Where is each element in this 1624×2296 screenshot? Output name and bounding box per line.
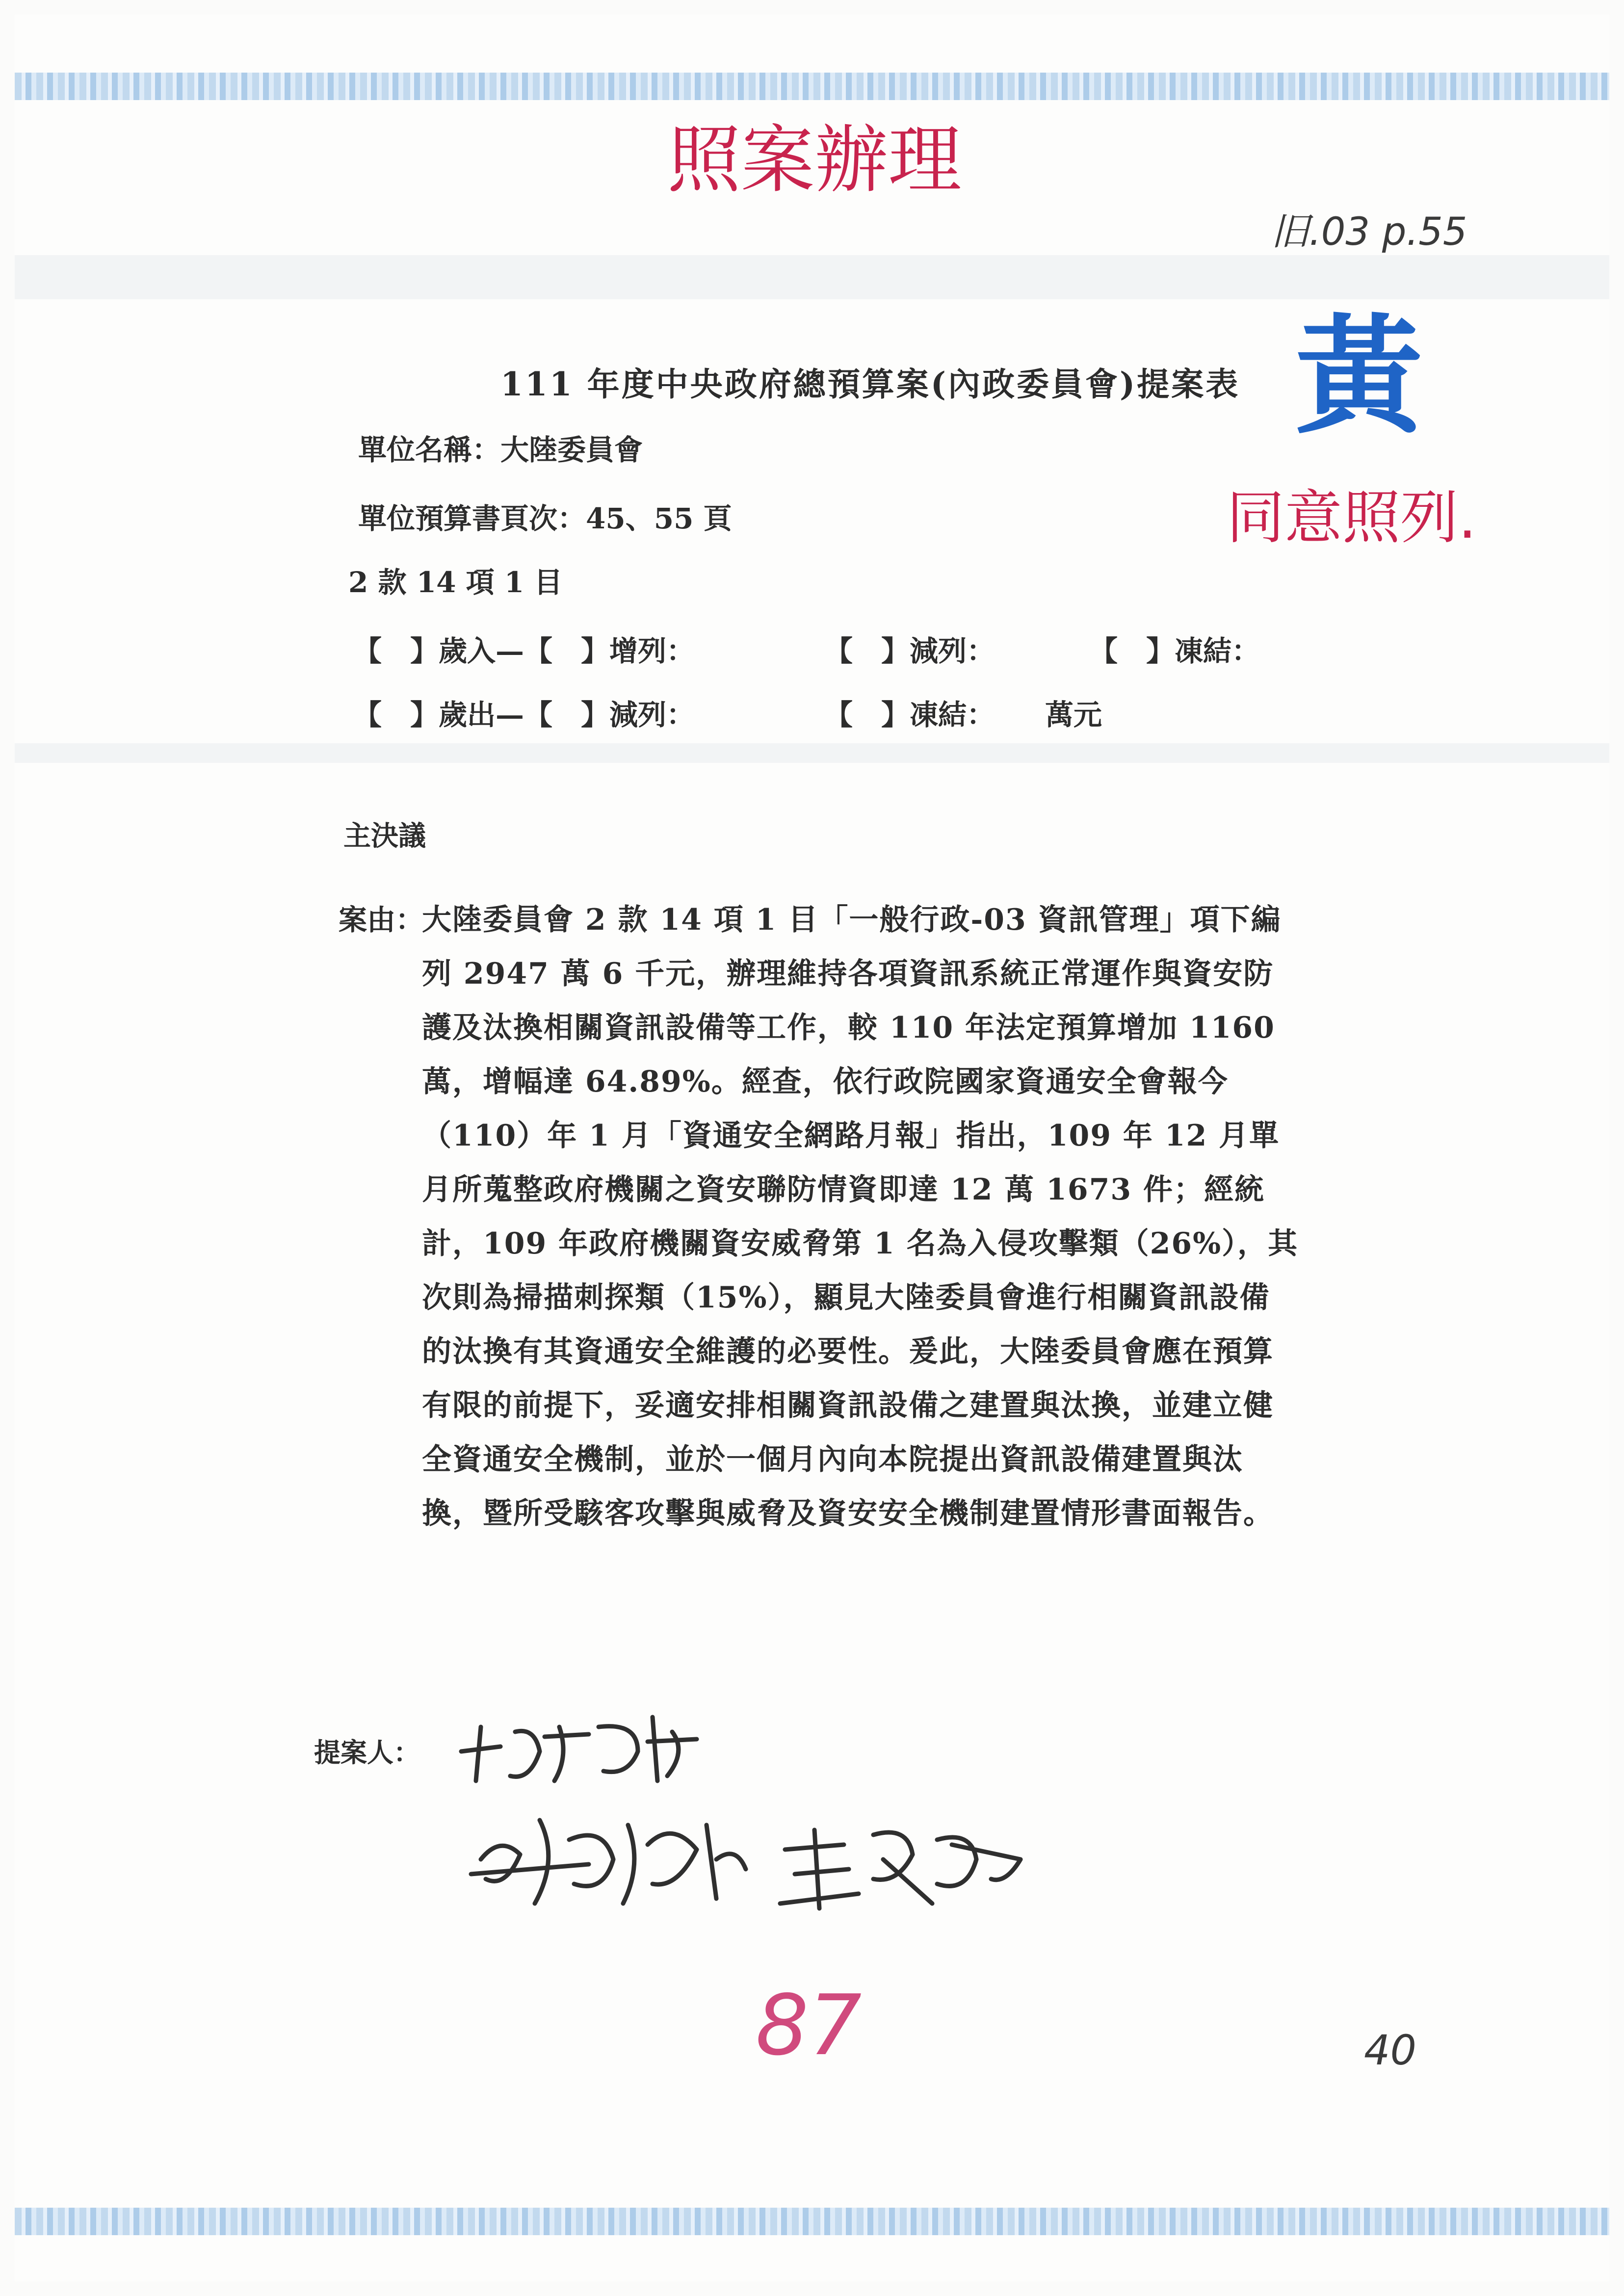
handwritten-blue-mark: 黃	[1295, 303, 1423, 451]
handwritten-approval-note: 照案辦理	[667, 118, 962, 203]
scan-artifact-top	[15, 73, 1609, 100]
revenue-decrease-line: 【 】減列：	[824, 634, 995, 668]
unit-name: 單位名稱：大陸委員會	[358, 433, 643, 467]
scan-artifact-bottom	[15, 2208, 1609, 2235]
reason-text: 大陸委員會 2 款 14 項 1 目「一般行政-03 資訊管理」項下編列 2947 萬 6 千元，辦理維持各項資訊系統正常運作與資安防護及汰換相關資訊設備等工作，較 110 年法定預算增加 1160 萬，增幅達 64.89%。經查，依行政院國家資通安全會報今（110）年 1 月「資通安全網路月報」指出，109 年 12 月單月所蒐整政府機關之資安聯防情資即達 12 萬 1673 件；經統計，109 年政府機關資安威脅第 1 名為入侵攻擊類（26%），其次則為掃描刺探類（15%），顯見大陸委員會進行相關資訊設備的汰換有其資通安全維護的必要性。爰此，大陸委員會應在預算有限的前提下，妥適安排相關資訊設備之建置與汰換，並建立健全資通安全機制，並於一個月內向本院提出資訊設備建置與汰換，暨所受駭客攻擊與威脅及資安安全機制建置情形書面報告。	[422, 903, 1299, 1531]
handwritten-signatures	[442, 1697, 1178, 1953]
proposer-label: 提案人：	[314, 1737, 420, 1768]
budget-pages: 單位預算書頁次：45、55 頁	[358, 502, 732, 535]
expense-freeze-line: 【 】凍結：	[824, 698, 995, 731]
revenue-increase-line: 【 】歲入—【 】增列：	[353, 634, 695, 668]
handwritten-agree-note: 同意照列.	[1227, 484, 1477, 551]
revenue-freeze-line: 【 】凍結：	[1089, 634, 1260, 668]
handwritten-page-mark: 87	[756, 1977, 862, 2074]
sheet-number: 40	[1364, 2026, 1416, 2074]
amount-unit: 萬元	[1045, 698, 1102, 731]
show-through-band	[15, 743, 1609, 763]
expense-decrease-line: 【 】歲出—【 】減列：	[353, 698, 695, 731]
resolution-label: 主決議	[343, 820, 426, 852]
reason-label: 案由：	[339, 903, 424, 937]
handwritten-reference-note: 旧.03 p.55	[1271, 210, 1467, 254]
document-title: 111 年度中央政府總預算案(內政委員會)提案表	[500, 365, 1240, 403]
item-reference: 2 款 14 項 1 目	[348, 566, 563, 599]
